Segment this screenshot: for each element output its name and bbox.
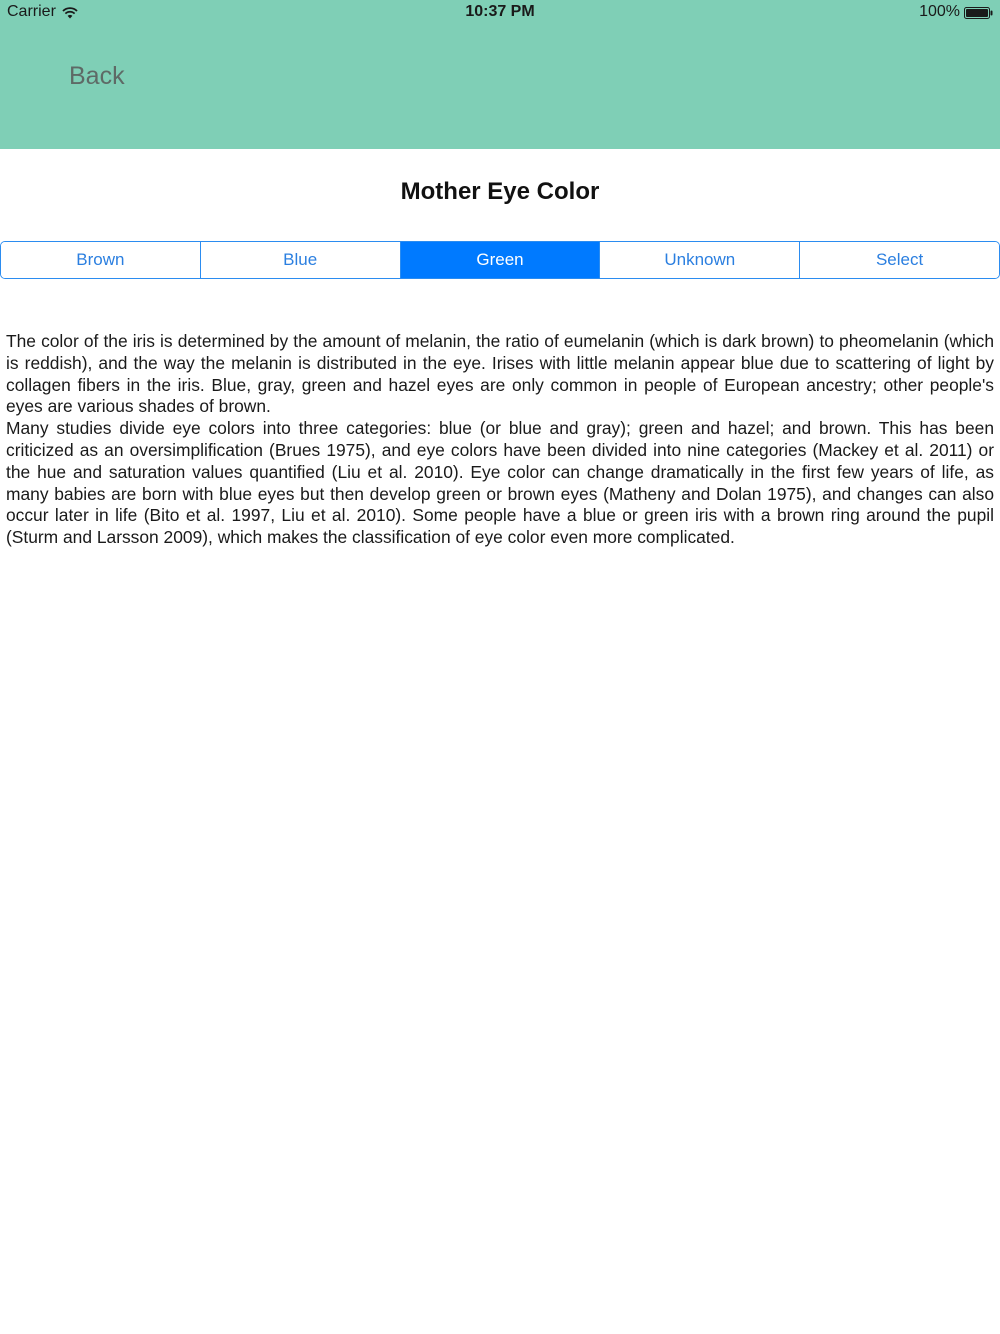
eye-color-segmented-control: [0, 241, 1000, 279]
segment-unknown[interactable]: Unknown: [600, 242, 800, 278]
description-paragraph-1: The color of the iris is determined by the amount of melanin, the ratio of eumelanin (which is dark brown) to pheomelanin (which is reddish), and the way the melanin is distributed in the eye. Irises with little melanin appear blue due to scattering of light by collagen fibers in the iris. Blue, gray, green and hazel eyes are only common in people of European ancestry; other people's eyes are various shades of brown.: [6, 331, 994, 417]
segment-blue[interactable]: Blue: [201, 242, 401, 278]
back-button[interactable]: Back: [69, 62, 125, 90]
navigation-header: [0, 0, 1000, 149]
segment-green[interactable]: Green: [401, 242, 601, 278]
battery-percentage: 100%: [919, 3, 960, 20]
segment-brown[interactable]: Brown: [1, 242, 201, 278]
eye-color-description: [6, 331, 994, 549]
description-paragraph-2: Many studies divide eye colors into three categories: blue (or blue and gray); green and hazel; and brown. This has been criticized as an oversimplification (Brues 1975), and eye colors have been divided into nine categories (Mackey et al. 2011) or the hue and saturation values quantified (Liu et al. 2010). Eye color can change dramatically in the first few years of life, as many babies are born with blue eyes but then develop green or brown eyes (Matheny and Dolan 1975), and changes can also occur later in life (Bito et al. 1997, Liu et al. 2010). Some people have a blue or green iris with a brown ring around the pupil (Sturm and Larsson 2009), which makes the classification of eye color even more complicated.: [6, 418, 994, 548]
battery-icon: [964, 6, 994, 18]
status-bar: [0, 0, 1000, 26]
battery-status: [919, 3, 994, 21]
segment-select[interactable]: Select: [800, 242, 999, 278]
carrier-label: Carrier: [7, 3, 56, 20]
status-time: 10:37 PM: [465, 3, 535, 20]
page-title: Mother Eye Color: [400, 178, 600, 205]
